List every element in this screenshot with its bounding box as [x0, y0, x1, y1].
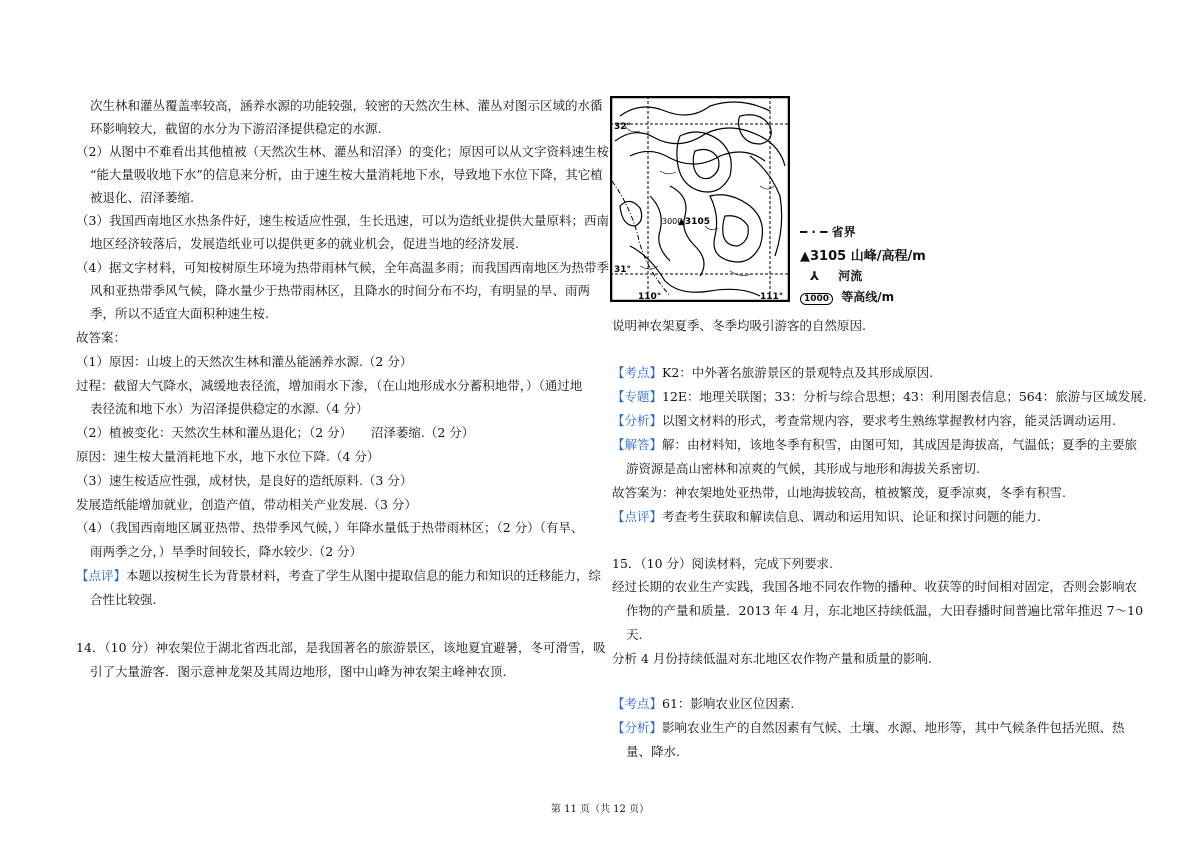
q15-kaodian [612, 696, 794, 712]
legend-contour [800, 288, 894, 305]
dianping-tag: 【点评】 [612, 509, 663, 524]
zhuanti-text: 12E：地理关联图；33：分析与综合思想；43：利用图表信息；564：旅游与区域发展. [662, 389, 1147, 404]
text-line: （2）植被变化：天然次生林和灌丛退化；（2 分） 沼泽萎缩.（2 分） [76, 425, 475, 440]
text-line: 地区经济较落后，发展造纸业可以提供更多的就业机会，促进当地的经济发展. [90, 236, 519, 251]
map-label-peak: ▲3105 [678, 217, 710, 227]
q14-kaodian [612, 365, 933, 381]
map-label-lon-right: 111° [760, 292, 784, 302]
kaodian-text: 61：影响农业区位因素. [662, 696, 795, 711]
q15-text: 作物的产量和质量．2013 年 4 月，东北地区持续低温，大田春播时间普遍比常年推迟 7～10 [626, 603, 1144, 618]
q14-jieda-cont: 游资源是高山密林和凉爽的气候，其形成与地形和海拔关系密切. [626, 461, 980, 476]
comment-line [76, 568, 601, 584]
kaodian-tag: 【考点】 [612, 365, 663, 380]
q14-fenxi [612, 413, 1116, 429]
legend-boundary-label: 省界 [831, 225, 856, 239]
text-line: 季，所以不适宜大面积种速生桉. [90, 306, 269, 321]
question-14-line: 14．（10 分）神农架位于湖北省西北部，是我国著名的旅游景区，该地夏宜避暑，冬可滑雪，吸 [76, 640, 606, 655]
fenxi-text: 影响农业生产的自然因素有气候、土壤、水源、地形等，其中气候条件包括光照、热 [662, 720, 1125, 735]
q14-dianping [612, 509, 1041, 525]
q15-fenxi [612, 720, 1125, 736]
dianping-text: 考查考生获取和解读信息、调动和运用知识、论证和探讨问题的能力. [662, 509, 1041, 524]
text-line: 雨两季之分，）旱季时间较长，降水较少.（2 分） [90, 544, 363, 559]
q14-zhuanti [612, 389, 1147, 405]
text-line: 故答案： [76, 330, 127, 345]
text-line: 发展造纸能增加就业，创造产值，带动相关产业发展.（3 分） [76, 497, 417, 512]
fenxi-text: 以图文材料的形式，考查常规内容，要求考生熟练掌握教材内容，能灵活调动运用. [662, 413, 1116, 428]
map-label-lon-left: 110° [638, 292, 662, 302]
text-line: “能大量吸收地下水”的信息来分析，由于速生桉大量消耗地下水，导致地下水位下降，其它植 [90, 167, 603, 182]
zhuanti-tag: 【专题】 [612, 389, 663, 404]
text-line: 表径流和地下水）为沼泽提供稳定的水源.（4 分） [90, 401, 369, 416]
question-14-line: 引了大量游客．图示意神龙架及其周边地形，图中山峰为神农架主峰神农顶. [90, 664, 507, 679]
topographic-map [610, 96, 790, 302]
text-line: 合性比较强. [90, 592, 157, 607]
river-icon: ⅄ [810, 269, 820, 283]
legend-boundary [800, 223, 856, 240]
legend-river-label: 河流 [838, 269, 863, 283]
q15-text: 天. [626, 627, 643, 642]
text-line: （4）据文字材料，可知桉树原生环境为热带雨林气候，全年高温多雨；而我国西南地区为热带季 [76, 260, 609, 275]
map-label-contour: 3000 [662, 217, 683, 226]
text-line: （4）（我国西南地区属亚热带、热带季风气候，）年降水量低于热带雨林区；（2 分）（有旱、 [76, 520, 584, 535]
kaodian-tag: 【考点】 [612, 696, 663, 711]
legend-peak: ▲3105 山峰/高程/m [800, 249, 926, 264]
q15-text: 经过长期的农业生产实践，我国各地不同农作物的播种、收获等的时间相对固定，否则会影响农 [612, 579, 1138, 594]
map-label-lat-top: 32° [614, 122, 632, 132]
fenxi-tag: 【分析】 [612, 413, 663, 428]
comment-tag: 【点评】 [76, 568, 127, 583]
text-line: （3）我国西南地区水热条件好，速生桉适应性强，生长迅速，可以为造纸业提供大量原料；西南 [76, 213, 609, 228]
text-line: 原因：速生桉大量消耗地下水，地下水位下降.（4 分） [76, 449, 380, 464]
legend-contour-label: 等高线/m [841, 290, 895, 304]
kaodian-text: K2：中外著名旅游景区的景观特点及其形成原因. [662, 365, 934, 380]
q14-answer: 故答案为：神农架地处亚热带，山地海拔较高，植被繁茂，夏季凉爽，冬季有积雪. [612, 485, 1066, 500]
map-label-lat-bottom: 31° [614, 265, 632, 275]
jieda-text: 解：由材料知，该地冬季有积雪，由图可知，其成因是海拔高，气温低；夏季的主要旅 [662, 437, 1138, 452]
map-caption: 说明神农架夏季、冬季均吸引游客的自然原因. [612, 318, 866, 333]
q15-fenxi-cont: 量、降水. [626, 744, 680, 759]
text-line: （3）速生桉适应性强，成材快，是良好的造纸原料.（3 分） [76, 473, 413, 488]
comment-text: 本题以按树生长为背景材料，考查了学生从图中提取信息的能力和知识的迁移能力，综 [126, 568, 602, 583]
text-line: （1）原因：山坡上的天然次生林和灌丛能涵养水源.（2 分） [76, 354, 413, 369]
q15-title: 15．（10 分）阅读材料，完成下列要求. [612, 556, 834, 571]
text-line: 过程：截留大气降水，减缓地表径流，增加雨水下渗，（在山地形成水分蓄积地带，）（通过地 [76, 378, 583, 393]
text-line: （2）从图中不难看出其他植被（天然次生林、灌丛和沼泽）的变化；原因可以从文字资料速生桉 [76, 144, 609, 159]
fenxi-tag: 【分析】 [612, 720, 663, 735]
legend-river [810, 267, 862, 284]
text-line: 次生林和灌丛覆盖率较高，涵养水源的功能较强，较密的天然次生林、灌丛对图示区域的水循 [90, 98, 603, 113]
text-line: 风和亚热带季风气候，降水量少于热带雨林区，且降水的时间分布不均，有明显的旱、雨两 [90, 283, 591, 298]
q15-question: 分析 4 月份持续低温对东北地区农作物产量和质量的影响. [612, 651, 932, 666]
text-line: 环影响较大，截留的水分为下游沼泽提供稳定的水源. [90, 121, 382, 136]
page-footer: 第 11 页（共 12 页） [550, 804, 650, 815]
q14-jieda [612, 437, 1137, 453]
text-line: 被退化、沼泽萎缩. [90, 190, 194, 205]
jieda-tag: 【解答】 [612, 437, 663, 452]
contour-icon: 1000 [800, 293, 833, 305]
boundary-symbol-icon: ━ · ━ [800, 225, 828, 239]
